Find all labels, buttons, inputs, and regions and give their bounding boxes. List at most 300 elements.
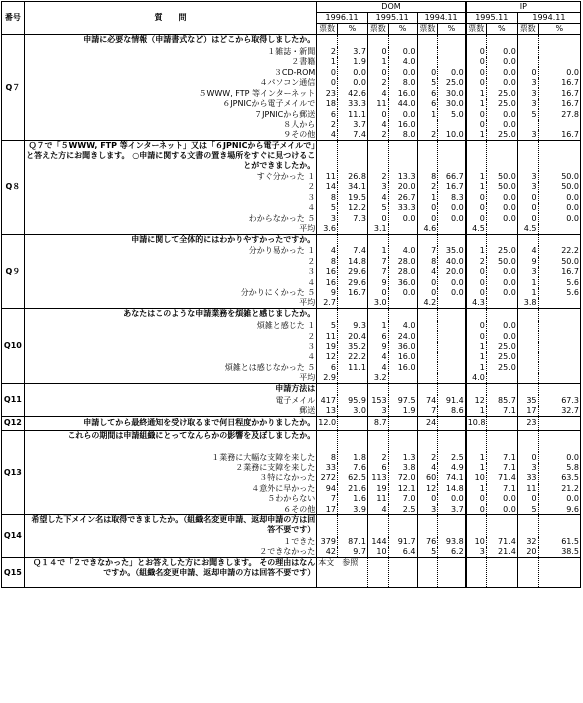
value-cell	[337, 298, 367, 308]
value-cell: 29.6	[337, 267, 367, 277]
value-cell: 9	[367, 342, 388, 352]
value-cell: 7	[367, 257, 388, 267]
value-cell: 0	[466, 120, 487, 130]
value-cell: 1.6	[337, 494, 367, 504]
value-cell: 0	[466, 288, 487, 298]
value-cell: 8	[417, 257, 438, 267]
answer-label: 平均	[24, 373, 317, 383]
answer-label: ８人から	[24, 120, 317, 130]
value-cell: 60	[417, 473, 438, 483]
header-year: 1996.11	[317, 13, 368, 24]
value-cell: 16.7	[438, 182, 466, 192]
value-cell: 67.3	[538, 395, 580, 405]
question-number: Q７	[2, 35, 25, 141]
question-title-row	[2, 515, 581, 537]
value-cell: 4.0	[388, 246, 417, 256]
value-cell: 0	[517, 67, 538, 77]
value-cell: 33.3	[337, 99, 367, 109]
value-cell	[486, 430, 517, 452]
value-cell: 18	[317, 99, 338, 109]
value-cell: 5	[367, 203, 388, 213]
value-cell: 16.7	[538, 78, 580, 88]
value-cell: 95.9	[337, 395, 367, 405]
value-cell	[438, 47, 466, 57]
value-cell: 1	[466, 406, 487, 416]
question-title-row	[2, 558, 581, 588]
value-cell: 3.7	[337, 47, 367, 57]
value-cell: 38.5	[538, 547, 580, 557]
value-cell	[466, 430, 487, 452]
value-cell: 14.8	[438, 484, 466, 494]
value-cell: 2.5	[438, 452, 466, 462]
value-cell: 4	[367, 120, 388, 130]
value-cell: 0	[466, 504, 487, 514]
answer-row	[2, 321, 581, 331]
value-cell: 1	[466, 99, 487, 109]
header-pct: %	[486, 24, 517, 35]
value-cell: 8.6	[438, 406, 466, 416]
value-cell: 50.0	[486, 171, 517, 181]
answer-row	[2, 352, 581, 362]
value-cell	[388, 298, 417, 308]
value-cell: 16.0	[388, 120, 417, 130]
value-cell: 0.0	[388, 109, 417, 119]
answer-label: ６JPNICから電子メイルで	[24, 99, 317, 109]
value-cell: 25.0	[486, 99, 517, 109]
value-cell	[486, 35, 517, 47]
header-ip: IP	[466, 2, 581, 13]
value-cell	[388, 234, 417, 246]
value-cell: 16.7	[538, 99, 580, 109]
value-cell: 17	[317, 504, 338, 514]
value-cell	[438, 416, 466, 430]
value-cell: 113	[367, 473, 388, 483]
value-cell: 50.0	[486, 182, 517, 192]
value-cell	[337, 140, 367, 171]
value-cell: 0	[367, 47, 388, 57]
answer-label: 分かりにくかった ５	[24, 288, 317, 298]
question-number: Q９	[2, 234, 25, 309]
answer-row	[2, 547, 581, 557]
value-cell: 25.0	[486, 130, 517, 140]
value-cell: 30.0	[438, 99, 466, 109]
value-cell	[438, 298, 466, 308]
value-cell: 2.5	[388, 504, 417, 514]
value-cell	[438, 224, 466, 234]
value-cell: 16.7	[538, 88, 580, 98]
value-cell: 3.9	[337, 504, 367, 514]
answer-label: １業務に大幅な支障を来した	[24, 452, 317, 462]
value-cell	[517, 140, 538, 171]
answer-row	[2, 406, 581, 416]
value-cell	[538, 373, 580, 383]
value-cell: 1	[466, 171, 487, 181]
value-cell: 0	[466, 57, 487, 67]
question-text	[24, 558, 317, 588]
value-cell: 36.0	[388, 277, 417, 287]
value-cell: 9	[367, 277, 388, 287]
question-title-row	[2, 383, 581, 395]
value-cell: 97.5	[388, 395, 417, 405]
value-cell	[337, 309, 367, 321]
answer-row	[2, 484, 581, 494]
value-cell: 1.3	[388, 452, 417, 462]
value-cell	[538, 35, 580, 47]
header-year: 1995.11	[367, 13, 417, 24]
value-cell: 7.0	[388, 494, 417, 504]
value-cell: 10.8	[466, 416, 487, 430]
answer-label: ５WWW, FTP 等インターネット	[24, 88, 317, 98]
answer-label: すぐ分かった １	[24, 171, 317, 181]
value-cell	[538, 416, 580, 430]
value-cell	[367, 234, 388, 246]
answer-row	[2, 246, 581, 256]
value-cell: 7	[367, 267, 388, 277]
value-cell: 4.0	[388, 321, 417, 331]
value-cell: 7	[417, 406, 438, 416]
answer-row	[2, 182, 581, 192]
value-cell: 0	[367, 288, 388, 298]
value-cell: 16.0	[388, 352, 417, 362]
answer-label: １雑誌・新聞	[24, 47, 317, 57]
value-cell: 1	[466, 452, 487, 462]
question-number: Q８	[2, 140, 25, 234]
reference-note: 本文 参照	[317, 558, 368, 588]
question-title-row	[2, 309, 581, 321]
value-cell: 71.4	[486, 537, 517, 547]
value-cell: 5.0	[438, 109, 466, 119]
value-cell: 62.5	[337, 473, 367, 483]
value-cell	[486, 140, 517, 171]
value-cell: 1	[417, 192, 438, 202]
answer-row	[2, 120, 581, 130]
value-cell: 3	[367, 406, 388, 416]
value-cell: 6.4	[388, 547, 417, 557]
value-cell: 5	[317, 321, 338, 331]
value-cell: 25.0	[486, 352, 517, 362]
value-cell	[417, 309, 438, 321]
value-cell	[438, 373, 466, 383]
value-cell	[388, 430, 417, 452]
value-cell	[388, 515, 417, 537]
value-cell	[417, 57, 438, 67]
value-cell: 0.0	[486, 494, 517, 504]
value-cell	[417, 234, 438, 246]
value-cell	[538, 558, 580, 588]
value-cell: 10	[466, 473, 487, 483]
value-cell	[438, 140, 466, 171]
value-cell: 6	[367, 331, 388, 341]
value-cell: 10	[466, 537, 487, 547]
value-cell: 33	[517, 473, 538, 483]
value-cell: 28.0	[388, 257, 417, 267]
value-cell: 4.3	[466, 298, 487, 308]
value-cell: 12.2	[337, 203, 367, 213]
value-cell	[466, 35, 487, 47]
value-cell: 1	[466, 88, 487, 98]
value-cell	[417, 373, 438, 383]
value-cell: 3.8	[517, 298, 538, 308]
value-cell: 25.0	[486, 88, 517, 98]
value-cell: 91.7	[388, 537, 417, 547]
value-cell: 0.0	[388, 47, 417, 57]
value-cell	[417, 331, 438, 341]
value-cell: 16.7	[538, 130, 580, 140]
answer-label: ３	[24, 342, 317, 352]
value-cell	[417, 558, 438, 588]
value-cell: 0	[466, 192, 487, 202]
header-year: 1994.11	[417, 13, 466, 24]
value-cell: 23	[317, 88, 338, 98]
answer-label: 分かり易かった １	[24, 246, 317, 256]
value-cell	[337, 430, 367, 452]
value-cell: 0.0	[486, 277, 517, 287]
value-cell	[538, 57, 580, 67]
value-cell: 0	[517, 452, 538, 462]
question-text	[24, 515, 317, 537]
value-cell: 7	[317, 494, 338, 504]
value-cell: 0.0	[438, 288, 466, 298]
value-cell: 11	[367, 494, 388, 504]
answer-row	[2, 130, 581, 140]
value-cell: 3	[417, 504, 438, 514]
value-cell: 5.6	[538, 288, 580, 298]
value-cell	[466, 309, 487, 321]
value-cell: 3	[517, 267, 538, 277]
header-count: 票数	[466, 24, 487, 35]
answer-label: ２	[24, 182, 317, 192]
value-cell	[486, 515, 517, 537]
value-cell: 0	[466, 203, 487, 213]
header-pct: %	[388, 24, 417, 35]
value-cell	[538, 362, 580, 372]
answer-label: ２できなかった	[24, 547, 317, 557]
header-count: 票数	[417, 24, 438, 35]
value-cell: 4	[367, 362, 388, 372]
answer-row	[2, 395, 581, 405]
answer-row	[2, 331, 581, 341]
value-cell: 3.2	[367, 373, 388, 383]
value-cell	[337, 416, 367, 430]
value-cell: 36.0	[388, 342, 417, 352]
answer-row	[2, 473, 581, 483]
value-cell: 6.2	[438, 547, 466, 557]
value-cell	[517, 558, 538, 588]
value-cell	[517, 373, 538, 383]
value-cell: 42.6	[337, 88, 367, 98]
value-cell: 0.0	[538, 452, 580, 462]
value-cell	[388, 224, 417, 234]
answer-label: ５わからない	[24, 494, 317, 504]
value-cell: 17	[517, 406, 538, 416]
answer-row	[2, 537, 581, 547]
value-cell: 0	[417, 494, 438, 504]
value-cell: 50.0	[538, 171, 580, 181]
value-cell: 16.7	[337, 288, 367, 298]
value-cell: 3	[517, 463, 538, 473]
answer-label: ３	[24, 192, 317, 202]
value-cell: 0	[466, 277, 487, 287]
answer-row	[2, 109, 581, 119]
value-cell: 12	[317, 352, 338, 362]
value-cell: 72.0	[388, 473, 417, 483]
value-cell: 4	[367, 88, 388, 98]
value-cell: 85.7	[486, 395, 517, 405]
question-text-content: 申請に必要な情報（申請書式など）はどこから取得しましたか。	[83, 35, 316, 44]
value-cell	[538, 309, 580, 321]
value-cell: 8	[317, 192, 338, 202]
value-cell	[438, 35, 466, 47]
value-cell: 12	[466, 395, 487, 405]
value-cell: 11	[317, 331, 338, 341]
value-cell: 7	[417, 246, 438, 256]
value-cell: 153	[367, 395, 388, 405]
value-cell: 2.7	[317, 298, 338, 308]
answer-label: ２	[24, 257, 317, 267]
value-cell: 4	[367, 504, 388, 514]
value-cell: 4	[367, 192, 388, 202]
value-cell: 19	[367, 484, 388, 494]
value-cell: 0	[417, 277, 438, 287]
value-cell	[417, 515, 438, 537]
value-cell: 3.6	[317, 224, 338, 234]
question-text: 申請してから最終通知を受け取るまで何日程度かかりましたか。	[24, 416, 317, 430]
value-cell: 0.0	[486, 67, 517, 77]
value-cell	[538, 140, 580, 171]
value-cell: 19	[317, 342, 338, 352]
table-body	[2, 2, 581, 588]
value-cell: 0	[466, 267, 487, 277]
value-cell: 0.0	[388, 288, 417, 298]
answer-label: 煩雑と感じた １	[24, 321, 317, 331]
value-cell: 0.0	[486, 78, 517, 88]
value-cell: 61.5	[538, 537, 580, 547]
value-cell: 33	[317, 463, 338, 473]
value-cell: 23	[517, 416, 538, 430]
value-cell: 0	[466, 331, 487, 341]
value-cell: 25.0	[438, 78, 466, 88]
value-cell	[438, 331, 466, 341]
answer-row	[2, 171, 581, 181]
value-cell: 7.4	[337, 130, 367, 140]
value-cell	[317, 234, 338, 246]
value-cell: 33.3	[388, 203, 417, 213]
value-cell: 14	[317, 182, 338, 192]
value-cell	[486, 416, 517, 430]
value-cell	[486, 558, 517, 588]
value-cell: 0.0	[438, 67, 466, 77]
value-cell	[466, 558, 487, 588]
value-cell: 7.1	[486, 484, 517, 494]
value-cell	[486, 224, 517, 234]
value-cell: 30.0	[438, 88, 466, 98]
header-number: 番号	[2, 2, 25, 35]
value-cell: 5	[517, 109, 538, 119]
value-cell	[466, 383, 487, 395]
value-cell: 2	[367, 171, 388, 181]
answer-row	[2, 257, 581, 267]
value-cell: 0.0	[388, 213, 417, 223]
value-cell: 76	[417, 537, 438, 547]
value-cell: 2	[317, 120, 338, 130]
value-cell: 0.0	[438, 203, 466, 213]
value-cell: 6	[317, 362, 338, 372]
question-text	[24, 234, 317, 246]
value-cell: 21.6	[337, 484, 367, 494]
value-cell: 35	[517, 395, 538, 405]
answer-row	[2, 78, 581, 88]
value-cell: 3	[317, 213, 338, 223]
question-text	[24, 430, 317, 452]
answer-label: ２	[24, 331, 317, 341]
value-cell	[417, 430, 438, 452]
value-cell: 16.7	[538, 267, 580, 277]
question-text-content: Ｑ１４で「２できなかった」とお答えした方にお聞きします。 その理由はなんですか。（組織名変更申請、返却申請の方は回答不要です）	[33, 558, 316, 578]
question-number: Q10	[2, 309, 25, 384]
value-cell	[367, 309, 388, 321]
value-cell: 1	[466, 352, 487, 362]
value-cell: 25.0	[486, 246, 517, 256]
question-text-content: Ｑ７で「５WWW, FTP 等インターネット」又は「６JPNICから電子メイルで」と答えた方にお聞きします。 ○申請に関する文書の置き場所をすぐに見つけることができましたか。	[26, 140, 316, 170]
answer-row	[2, 504, 581, 514]
value-cell: 8	[317, 452, 338, 462]
value-cell: 6	[317, 109, 338, 119]
value-cell: 0.0	[486, 203, 517, 213]
value-cell: 2	[367, 78, 388, 88]
value-cell: 11.1	[337, 109, 367, 119]
value-cell: 0	[367, 213, 388, 223]
value-cell	[438, 321, 466, 331]
value-cell: 3	[517, 130, 538, 140]
value-cell	[538, 331, 580, 341]
value-cell: 4	[417, 463, 438, 473]
value-cell: 22.2	[538, 246, 580, 256]
value-cell: 0	[367, 109, 388, 119]
value-cell: 0	[517, 192, 538, 202]
value-cell	[538, 515, 580, 537]
value-cell: 74	[417, 395, 438, 405]
value-cell: 21.2	[538, 484, 580, 494]
value-cell: 3.7	[438, 504, 466, 514]
value-cell	[438, 558, 466, 588]
answer-label: ２書籍	[24, 57, 317, 67]
answer-label: 平均	[24, 298, 317, 308]
value-cell: 4	[317, 130, 338, 140]
answer-row	[2, 99, 581, 109]
answer-label: ７JPNICから郵送	[24, 109, 317, 119]
value-cell: 8.0	[388, 130, 417, 140]
value-cell: 1	[317, 57, 338, 67]
value-cell: 16	[317, 267, 338, 277]
value-cell	[388, 373, 417, 383]
value-cell: 5.8	[538, 463, 580, 473]
value-cell: 7.1	[486, 452, 517, 462]
value-cell	[367, 430, 388, 452]
value-cell: 0.0	[538, 494, 580, 504]
value-cell: 3.7	[337, 120, 367, 130]
value-cell: 0.0	[486, 109, 517, 119]
value-cell: 0.0	[486, 288, 517, 298]
question-text-content: これらの期間は申請組織にとってなんらかの影響を及ぼしましたか。	[67, 430, 316, 440]
value-cell: 0.0	[486, 331, 517, 341]
value-cell: 5.6	[538, 277, 580, 287]
value-cell: 2	[466, 257, 487, 267]
value-cell: 12.1	[388, 484, 417, 494]
answer-label: ４パソコン通信	[24, 78, 317, 88]
value-cell: 0	[466, 78, 487, 88]
value-cell	[317, 430, 338, 452]
value-cell: 0	[466, 494, 487, 504]
